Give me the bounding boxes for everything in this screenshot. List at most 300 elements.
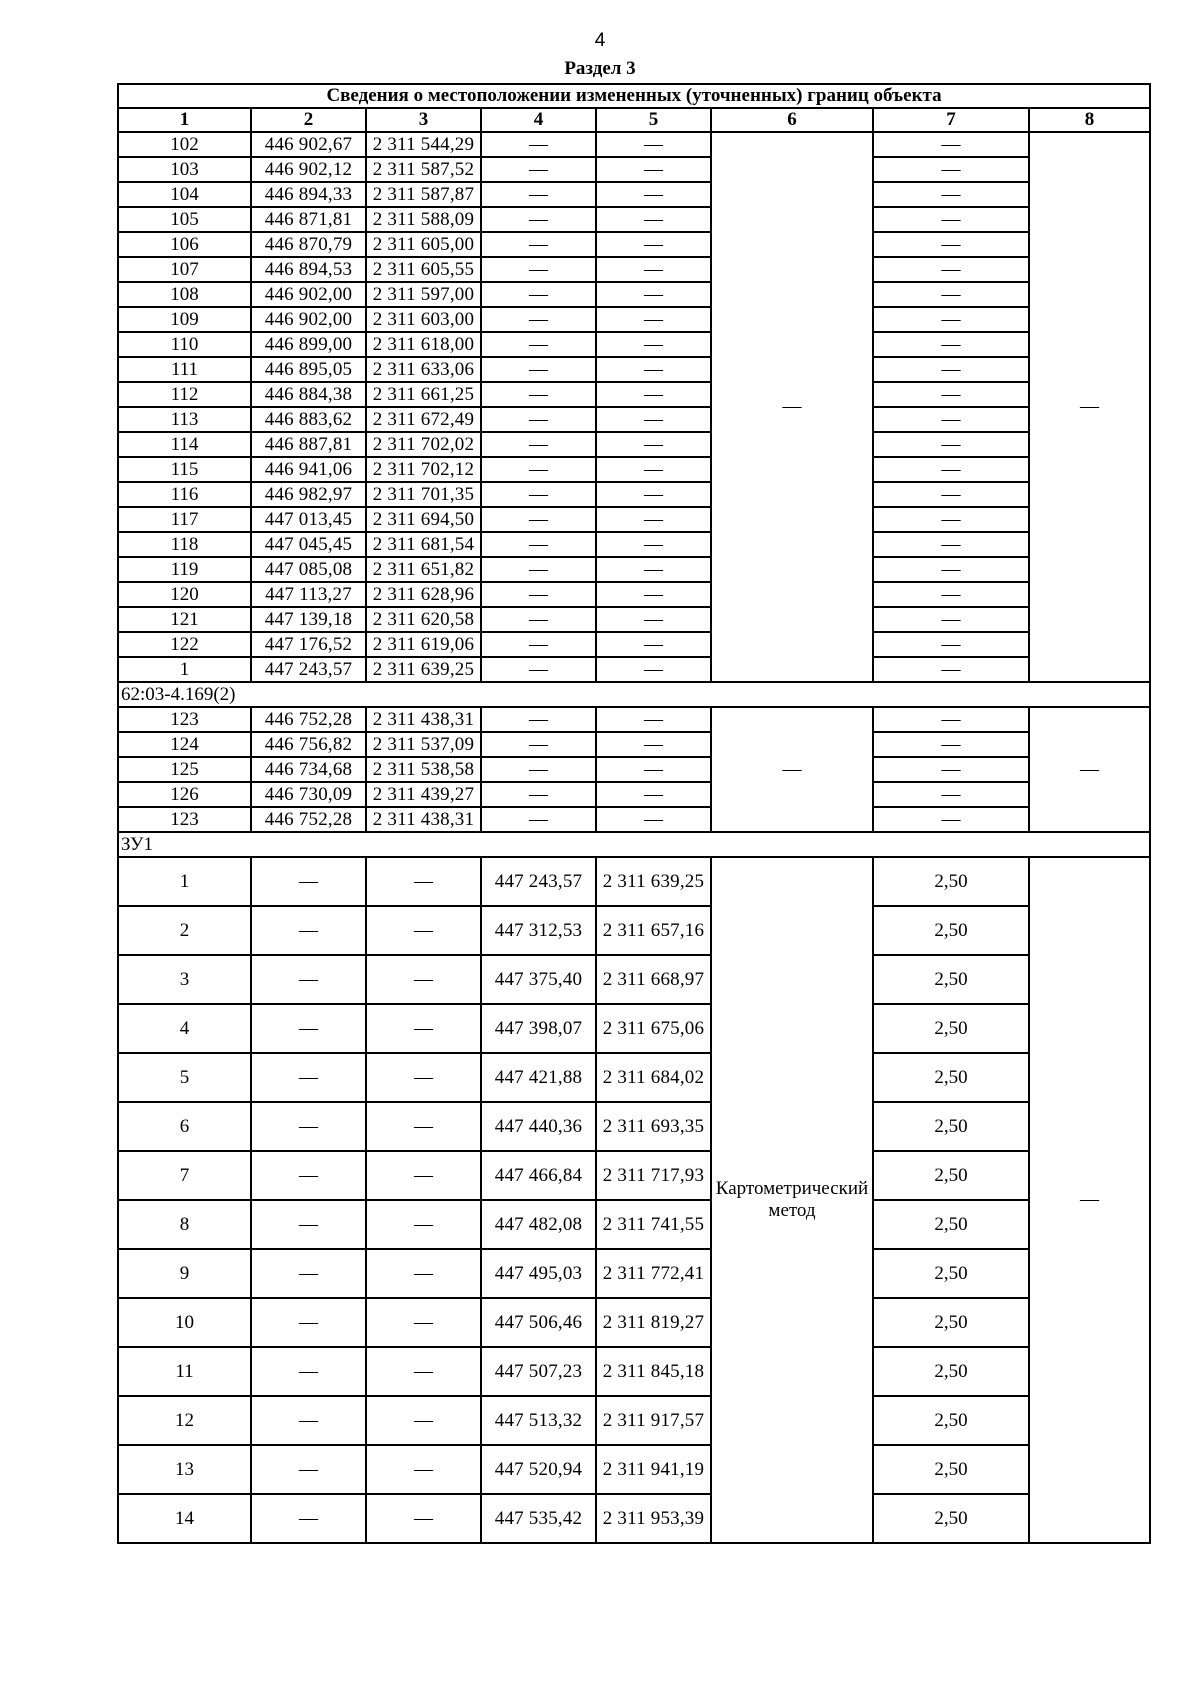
- method-cell: —: [711, 707, 873, 832]
- dash-cell: —: [366, 906, 481, 955]
- dash-cell: —: [481, 407, 596, 432]
- accuracy-cell: 2,50: [873, 1151, 1029, 1200]
- point-number-cell: 125: [118, 757, 251, 782]
- dash-cell: —: [251, 1494, 366, 1543]
- coord-x-old-cell: 447 085,08: [251, 557, 366, 582]
- description-cell: —: [1029, 707, 1150, 832]
- point-number-cell: 3: [118, 955, 251, 1004]
- point-number-cell: 110: [118, 332, 251, 357]
- coord-x-old-cell: 446 982,97: [251, 482, 366, 507]
- dash-cell: —: [481, 332, 596, 357]
- coord-x-old-cell: 446 895,05: [251, 357, 366, 382]
- table-row: [118, 1347, 1150, 1396]
- coord-x-old-cell: 446 902,00: [251, 307, 366, 332]
- table-row: [118, 507, 1150, 532]
- coord-y-old-cell: 2 311 587,52: [366, 157, 481, 182]
- table-row: [118, 1151, 1150, 1200]
- coord-x-old-cell: 446 902,12: [251, 157, 366, 182]
- accuracy-cell: 2,50: [873, 1298, 1029, 1347]
- dash-cell: —: [873, 407, 1029, 432]
- dash-cell: —: [873, 432, 1029, 457]
- table-row: [118, 1298, 1150, 1347]
- accuracy-cell: 2,50: [873, 906, 1029, 955]
- coord-y-old-cell: 2 311 694,50: [366, 507, 481, 532]
- coord-x-new-cell: 447 398,07: [481, 1004, 596, 1053]
- dash-cell: —: [481, 232, 596, 257]
- table-row: [118, 906, 1150, 955]
- coord-x-new-cell: 447 466,84: [481, 1151, 596, 1200]
- table-row: [118, 332, 1150, 357]
- dash-cell: —: [873, 157, 1029, 182]
- dash-cell: —: [251, 1151, 366, 1200]
- dash-cell: —: [481, 257, 596, 282]
- method-cell: —: [711, 132, 873, 682]
- coord-x-new-cell: 447 535,42: [481, 1494, 596, 1543]
- point-number-cell: 1: [118, 657, 251, 682]
- point-number-cell: 113: [118, 407, 251, 432]
- table-row: [118, 157, 1150, 182]
- coord-x-new-cell: 447 312,53: [481, 906, 596, 955]
- dash-cell: —: [251, 1445, 366, 1494]
- table-row: [118, 1053, 1150, 1102]
- table-row: [118, 457, 1150, 482]
- dash-cell: —: [873, 557, 1029, 582]
- table-row: [118, 1494, 1150, 1543]
- table-row: [118, 182, 1150, 207]
- dash-cell: —: [481, 132, 596, 157]
- coord-y-old-cell: 2 311 633,06: [366, 357, 481, 382]
- dash-cell: —: [251, 955, 366, 1004]
- dash-cell: —: [251, 1396, 366, 1445]
- coord-y-new-cell: 2 311 657,16: [596, 906, 711, 955]
- dash-cell: —: [251, 1053, 366, 1102]
- table-body: [118, 132, 1150, 1543]
- table-row: [118, 1004, 1150, 1053]
- table-row: [118, 1445, 1150, 1494]
- coord-y-old-cell: 2 311 628,96: [366, 582, 481, 607]
- dash-cell: —: [873, 282, 1029, 307]
- point-number-cell: 5: [118, 1053, 251, 1102]
- dash-cell: —: [481, 157, 596, 182]
- dash-cell: —: [596, 232, 711, 257]
- table-row: [118, 607, 1150, 632]
- table-row: [118, 382, 1150, 407]
- group-label-row: [118, 682, 1150, 707]
- table-row: [118, 632, 1150, 657]
- dash-cell: —: [873, 232, 1029, 257]
- point-number-cell: 14: [118, 1494, 251, 1543]
- accuracy-cell: 2,50: [873, 1249, 1029, 1298]
- coord-x-new-cell: 447 421,88: [481, 1053, 596, 1102]
- coord-y-old-cell: 2 311 544,29: [366, 132, 481, 157]
- point-number-cell: 104: [118, 182, 251, 207]
- dash-cell: —: [596, 432, 711, 457]
- point-number-cell: 126: [118, 782, 251, 807]
- dash-cell: —: [596, 257, 711, 282]
- table-row: [118, 657, 1150, 682]
- dash-cell: —: [481, 532, 596, 557]
- dash-cell: —: [366, 1004, 481, 1053]
- coord-y-old-cell: 2 311 672,49: [366, 407, 481, 432]
- column-header: 3: [366, 108, 481, 132]
- dash-cell: —: [596, 207, 711, 232]
- dash-cell: —: [596, 182, 711, 207]
- dash-cell: —: [873, 207, 1029, 232]
- group-label: 62:03-4.169(2): [118, 682, 1150, 707]
- dash-cell: —: [481, 782, 596, 807]
- column-header: 8: [1029, 108, 1150, 132]
- coord-y-new-cell: 2 311 693,35: [596, 1102, 711, 1151]
- coord-y-old-cell: 2 311 619,06: [366, 632, 481, 657]
- coord-x-old-cell: 446 884,38: [251, 382, 366, 407]
- dash-cell: —: [596, 282, 711, 307]
- coord-y-new-cell: 2 311 668,97: [596, 955, 711, 1004]
- point-number-cell: 108: [118, 282, 251, 307]
- coord-y-new-cell: 2 311 845,18: [596, 1347, 711, 1396]
- table-caption: Сведения о местоположении измененных (уточненных) границ объекта: [118, 84, 1150, 108]
- point-number-cell: 106: [118, 232, 251, 257]
- coord-x-old-cell: 446 887,81: [251, 432, 366, 457]
- dash-cell: —: [873, 257, 1029, 282]
- dash-cell: —: [873, 307, 1029, 332]
- table-row: [118, 782, 1150, 807]
- dash-cell: —: [481, 382, 596, 407]
- dash-cell: —: [873, 382, 1029, 407]
- coord-y-old-cell: 2 311 605,55: [366, 257, 481, 282]
- point-number-cell: 13: [118, 1445, 251, 1494]
- dash-cell: —: [873, 357, 1029, 382]
- dash-cell: —: [873, 532, 1029, 557]
- coord-y-old-cell: 2 311 588,09: [366, 207, 481, 232]
- dash-cell: —: [251, 857, 366, 906]
- column-header: 4: [481, 108, 596, 132]
- dash-cell: —: [251, 1298, 366, 1347]
- coord-y-old-cell: 2 311 587,87: [366, 182, 481, 207]
- table-row: [118, 207, 1150, 232]
- coord-x-old-cell: 446 899,00: [251, 332, 366, 357]
- dash-cell: —: [366, 1200, 481, 1249]
- coord-y-old-cell: 2 311 702,02: [366, 432, 481, 457]
- coord-y-old-cell: 2 311 681,54: [366, 532, 481, 557]
- dash-cell: —: [873, 182, 1029, 207]
- column-header: 1: [118, 108, 251, 132]
- coord-y-new-cell: 2 311 819,27: [596, 1298, 711, 1347]
- dash-cell: —: [481, 807, 596, 832]
- dash-cell: —: [481, 632, 596, 657]
- coord-y-old-cell: 2 311 639,25: [366, 657, 481, 682]
- dash-cell: —: [596, 357, 711, 382]
- point-number-cell: 10: [118, 1298, 251, 1347]
- accuracy-cell: 2,50: [873, 955, 1029, 1004]
- table-row: [118, 232, 1150, 257]
- point-number-cell: 115: [118, 457, 251, 482]
- table-row: [118, 1200, 1150, 1249]
- description-cell: —: [1029, 857, 1150, 1543]
- dash-cell: —: [873, 632, 1029, 657]
- dash-cell: —: [251, 1249, 366, 1298]
- accuracy-cell: 2,50: [873, 1347, 1029, 1396]
- dash-cell: —: [481, 657, 596, 682]
- dash-cell: —: [873, 807, 1029, 832]
- boundary-table: [117, 83, 1151, 1544]
- table-row: [118, 282, 1150, 307]
- coord-y-new-cell: 2 311 684,02: [596, 1053, 711, 1102]
- coord-x-new-cell: 447 507,23: [481, 1347, 596, 1396]
- point-number-cell: 122: [118, 632, 251, 657]
- point-number-cell: 119: [118, 557, 251, 582]
- coord-y-old-cell: 2 311 439,27: [366, 782, 481, 807]
- point-number-cell: 8: [118, 1200, 251, 1249]
- dash-cell: —: [596, 607, 711, 632]
- coord-y-old-cell: 2 311 538,58: [366, 757, 481, 782]
- dash-cell: —: [596, 657, 711, 682]
- point-number-cell: 2: [118, 906, 251, 955]
- coord-y-new-cell: 2 311 772,41: [596, 1249, 711, 1298]
- accuracy-cell: 2,50: [873, 1396, 1029, 1445]
- table-row: [118, 1396, 1150, 1445]
- coord-y-old-cell: 2 311 702,12: [366, 457, 481, 482]
- coord-x-new-cell: 447 440,36: [481, 1102, 596, 1151]
- accuracy-cell: 2,50: [873, 1445, 1029, 1494]
- coord-x-old-cell: 446 941,06: [251, 457, 366, 482]
- table-row: [118, 857, 1150, 906]
- point-number-cell: 1: [118, 857, 251, 906]
- dash-cell: —: [481, 207, 596, 232]
- coord-x-old-cell: 447 139,18: [251, 607, 366, 632]
- dash-cell: —: [873, 732, 1029, 757]
- dash-cell: —: [596, 407, 711, 432]
- dash-cell: —: [596, 132, 711, 157]
- dash-cell: —: [596, 307, 711, 332]
- coord-x-old-cell: 447 113,27: [251, 582, 366, 607]
- group-label-row: [118, 832, 1150, 857]
- coord-x-old-cell: 447 013,45: [251, 507, 366, 532]
- dash-cell: —: [873, 507, 1029, 532]
- accuracy-cell: 2,50: [873, 1053, 1029, 1102]
- coord-x-old-cell: 447 243,57: [251, 657, 366, 682]
- dash-cell: —: [596, 482, 711, 507]
- point-number-cell: 105: [118, 207, 251, 232]
- coord-y-old-cell: 2 311 701,35: [366, 482, 481, 507]
- dash-cell: —: [366, 1445, 481, 1494]
- point-number-cell: 124: [118, 732, 251, 757]
- table-row: [118, 357, 1150, 382]
- dash-cell: —: [481, 582, 596, 607]
- coord-y-old-cell: 2 311 661,25: [366, 382, 481, 407]
- coord-y-old-cell: 2 311 651,82: [366, 557, 481, 582]
- dash-cell: —: [366, 1053, 481, 1102]
- point-number-cell: 123: [118, 807, 251, 832]
- dash-cell: —: [366, 1102, 481, 1151]
- coord-y-old-cell: 2 311 537,09: [366, 732, 481, 757]
- coord-y-new-cell: 2 311 953,39: [596, 1494, 711, 1543]
- dash-cell: —: [596, 532, 711, 557]
- point-number-cell: 12: [118, 1396, 251, 1445]
- accuracy-cell: 2,50: [873, 857, 1029, 906]
- point-number-cell: 4: [118, 1004, 251, 1053]
- table-row: [118, 1249, 1150, 1298]
- dash-cell: —: [873, 332, 1029, 357]
- dash-cell: —: [481, 482, 596, 507]
- point-number-cell: 117: [118, 507, 251, 532]
- point-number-cell: 109: [118, 307, 251, 332]
- accuracy-cell: 2,50: [873, 1200, 1029, 1249]
- dash-cell: —: [596, 457, 711, 482]
- coord-x-old-cell: 446 756,82: [251, 732, 366, 757]
- dash-cell: —: [873, 782, 1029, 807]
- group-label: ЗУ1: [118, 832, 1150, 857]
- method-cell: Картометрический метод: [711, 857, 873, 1543]
- coord-y-old-cell: 2 311 618,00: [366, 332, 481, 357]
- dash-cell: —: [596, 382, 711, 407]
- dash-cell: —: [873, 132, 1029, 157]
- dash-cell: —: [873, 657, 1029, 682]
- dash-cell: —: [251, 1347, 366, 1396]
- table-row: [118, 132, 1150, 157]
- dash-cell: —: [366, 1151, 481, 1200]
- coord-y-new-cell: 2 311 941,19: [596, 1445, 711, 1494]
- coord-x-new-cell: 447 375,40: [481, 955, 596, 1004]
- page-number: 4: [594, 30, 606, 51]
- point-number-cell: 111: [118, 357, 251, 382]
- dash-cell: —: [251, 1102, 366, 1151]
- dash-cell: —: [873, 607, 1029, 632]
- dash-cell: —: [596, 807, 711, 832]
- table-row: [118, 482, 1150, 507]
- table-row: [118, 732, 1150, 757]
- point-number-cell: 123: [118, 707, 251, 732]
- accuracy-cell: 2,50: [873, 1004, 1029, 1053]
- point-number-cell: 118: [118, 532, 251, 557]
- coord-y-new-cell: 2 311 717,93: [596, 1151, 711, 1200]
- description-cell: —: [1029, 132, 1150, 682]
- dash-cell: —: [366, 1347, 481, 1396]
- dash-cell: —: [596, 507, 711, 532]
- dash-cell: —: [251, 1004, 366, 1053]
- coord-x-new-cell: 447 243,57: [481, 857, 596, 906]
- table-row: [118, 757, 1150, 782]
- table-row: [118, 557, 1150, 582]
- coord-y-new-cell: 2 311 675,06: [596, 1004, 711, 1053]
- dash-cell: —: [481, 757, 596, 782]
- dash-cell: —: [251, 1200, 366, 1249]
- column-header: 2: [251, 108, 366, 132]
- coord-x-old-cell: 446 902,67: [251, 132, 366, 157]
- coord-y-old-cell: 2 311 603,00: [366, 307, 481, 332]
- dash-cell: —: [873, 707, 1029, 732]
- column-header: 6: [711, 108, 873, 132]
- point-number-cell: 112: [118, 382, 251, 407]
- coord-x-old-cell: 446 752,28: [251, 807, 366, 832]
- dash-cell: —: [481, 732, 596, 757]
- coord-y-old-cell: 2 311 438,31: [366, 807, 481, 832]
- dash-cell: —: [366, 1298, 481, 1347]
- coord-x-old-cell: 446 752,28: [251, 707, 366, 732]
- dash-cell: —: [481, 507, 596, 532]
- dash-cell: —: [366, 857, 481, 906]
- coord-y-new-cell: 2 311 741,55: [596, 1200, 711, 1249]
- coord-x-old-cell: 446 730,09: [251, 782, 366, 807]
- dash-cell: —: [596, 557, 711, 582]
- dash-cell: —: [873, 582, 1029, 607]
- coord-x-new-cell: 447 506,46: [481, 1298, 596, 1347]
- coord-x-old-cell: 447 176,52: [251, 632, 366, 657]
- point-number-cell: 121: [118, 607, 251, 632]
- dash-cell: —: [596, 757, 711, 782]
- dash-cell: —: [366, 1494, 481, 1543]
- point-number-cell: 9: [118, 1249, 251, 1298]
- table-row: [118, 582, 1150, 607]
- section-title: Раздел 3: [564, 58, 636, 79]
- coord-x-old-cell: 446 894,53: [251, 257, 366, 282]
- table-row: [118, 807, 1150, 832]
- coord-x-new-cell: 447 495,03: [481, 1249, 596, 1298]
- dash-cell: —: [873, 757, 1029, 782]
- point-number-cell: 120: [118, 582, 251, 607]
- table-row: [118, 307, 1150, 332]
- dash-cell: —: [366, 955, 481, 1004]
- dash-cell: —: [596, 632, 711, 657]
- dash-cell: —: [596, 332, 711, 357]
- table-row: [118, 532, 1150, 557]
- table-row: [118, 432, 1150, 457]
- point-number-cell: 102: [118, 132, 251, 157]
- column-header: 7: [873, 108, 1029, 132]
- dash-cell: —: [366, 1396, 481, 1445]
- point-number-cell: 116: [118, 482, 251, 507]
- coord-y-old-cell: 2 311 605,00: [366, 232, 481, 257]
- coord-x-old-cell: 446 734,68: [251, 757, 366, 782]
- coord-x-old-cell: 447 045,45: [251, 532, 366, 557]
- table-row: [118, 407, 1150, 432]
- dash-cell: —: [481, 282, 596, 307]
- table-row: [118, 1102, 1150, 1151]
- accuracy-cell: 2,50: [873, 1494, 1029, 1543]
- column-header: 5: [596, 108, 711, 132]
- coord-y-old-cell: 2 311 438,31: [366, 707, 481, 732]
- dash-cell: —: [596, 582, 711, 607]
- dash-cell: —: [366, 1249, 481, 1298]
- coord-y-new-cell: 2 311 917,57: [596, 1396, 711, 1445]
- accuracy-cell: 2,50: [873, 1102, 1029, 1151]
- dash-cell: —: [596, 782, 711, 807]
- dash-cell: —: [481, 307, 596, 332]
- coord-x-new-cell: 447 482,08: [481, 1200, 596, 1249]
- coord-y-new-cell: 2 311 639,25: [596, 857, 711, 906]
- dash-cell: —: [481, 182, 596, 207]
- dash-cell: —: [481, 357, 596, 382]
- point-number-cell: 114: [118, 432, 251, 457]
- dash-cell: —: [481, 607, 596, 632]
- coord-x-old-cell: 446 894,33: [251, 182, 366, 207]
- dash-cell: —: [481, 457, 596, 482]
- table-row: [118, 257, 1150, 282]
- coord-x-old-cell: 446 883,62: [251, 407, 366, 432]
- coord-y-old-cell: 2 311 620,58: [366, 607, 481, 632]
- point-number-cell: 6: [118, 1102, 251, 1151]
- dash-cell: —: [873, 457, 1029, 482]
- coord-x-new-cell: 447 520,94: [481, 1445, 596, 1494]
- coord-x-new-cell: 447 513,32: [481, 1396, 596, 1445]
- dash-cell: —: [873, 482, 1029, 507]
- dash-cell: —: [251, 906, 366, 955]
- table-row: [118, 955, 1150, 1004]
- point-number-cell: 107: [118, 257, 251, 282]
- dash-cell: —: [481, 432, 596, 457]
- dash-cell: —: [596, 157, 711, 182]
- point-number-cell: 7: [118, 1151, 251, 1200]
- table-row: [118, 707, 1150, 732]
